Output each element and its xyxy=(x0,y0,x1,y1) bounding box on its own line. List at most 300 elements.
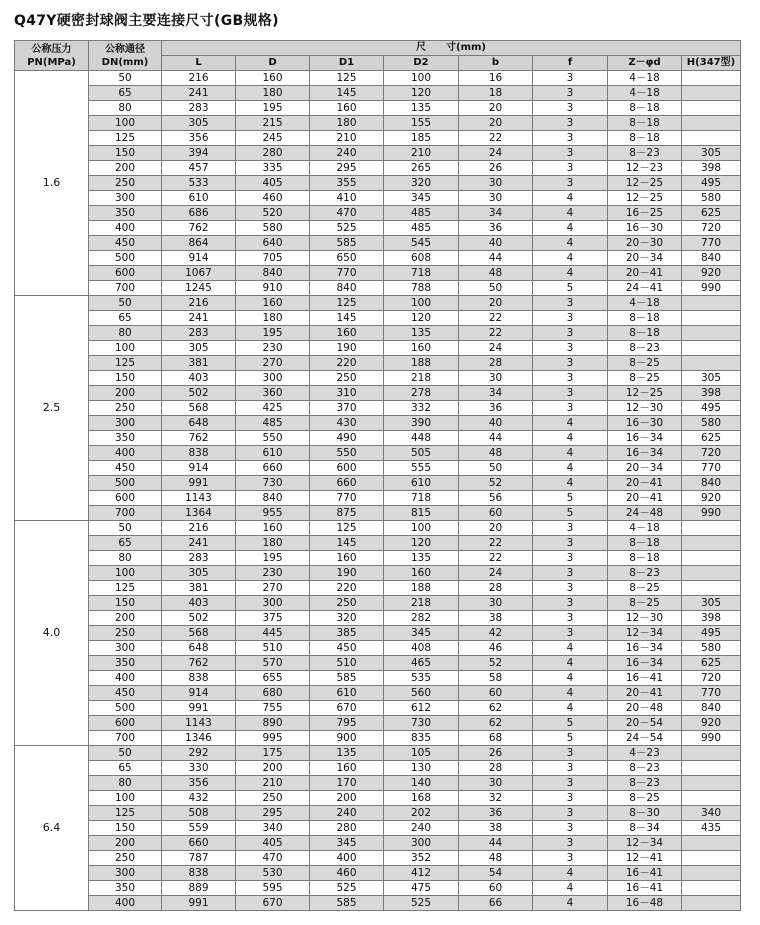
d-cell: 250 xyxy=(236,791,310,806)
b-cell: 16 xyxy=(459,71,533,86)
h-cell: 580 xyxy=(682,416,741,431)
table-row xyxy=(15,596,741,611)
d-cell: 405 xyxy=(236,176,310,191)
d1-cell: 600 xyxy=(310,461,384,476)
col-header-l: L xyxy=(162,56,236,71)
f-cell: 4 xyxy=(533,446,608,461)
table-row xyxy=(15,461,741,476)
bolt-cell: 16－34 xyxy=(608,656,682,671)
d1-cell: 450 xyxy=(310,641,384,656)
dn-cell: 50 xyxy=(89,71,162,86)
f-cell: 3 xyxy=(533,326,608,341)
l-cell: 838 xyxy=(162,671,236,686)
table-row xyxy=(15,476,741,491)
dn-cell: 125 xyxy=(89,581,162,596)
bolt-cell: 16－41 xyxy=(608,881,682,896)
h-cell xyxy=(682,746,741,761)
h-cell xyxy=(682,866,741,881)
table-row xyxy=(15,866,741,881)
dn-cell: 125 xyxy=(89,131,162,146)
bolt-cell: 8－23 xyxy=(608,761,682,776)
d-cell: 160 xyxy=(236,71,310,86)
h-cell: 625 xyxy=(682,656,741,671)
table-row xyxy=(15,611,741,626)
h-cell: 840 xyxy=(682,251,741,266)
l-cell: 889 xyxy=(162,881,236,896)
l-cell: 914 xyxy=(162,686,236,701)
b-cell: 24 xyxy=(459,146,533,161)
h-cell: 990 xyxy=(682,281,741,296)
l-cell: 1067 xyxy=(162,266,236,281)
d1-cell: 525 xyxy=(310,881,384,896)
dn-cell: 250 xyxy=(89,851,162,866)
d2-cell: 120 xyxy=(384,311,459,326)
l-cell: 283 xyxy=(162,326,236,341)
h-cell xyxy=(682,776,741,791)
bolt-cell: 24－48 xyxy=(608,506,682,521)
d-cell: 215 xyxy=(236,116,310,131)
bolt-cell: 12－25 xyxy=(608,386,682,401)
d1-cell: 240 xyxy=(310,146,384,161)
bolt-cell: 8－18 xyxy=(608,101,682,116)
d2-cell: 485 xyxy=(384,221,459,236)
table-row xyxy=(15,671,741,686)
d2-cell: 265 xyxy=(384,161,459,176)
l-cell: 305 xyxy=(162,116,236,131)
d2-cell: 188 xyxy=(384,356,459,371)
table-row xyxy=(15,581,741,596)
f-cell: 4 xyxy=(533,461,608,476)
d1-cell: 490 xyxy=(310,431,384,446)
f-cell: 4 xyxy=(533,671,608,686)
d2-cell: 608 xyxy=(384,251,459,266)
d2-cell: 120 xyxy=(384,536,459,551)
l-cell: 838 xyxy=(162,866,236,881)
d1-cell: 470 xyxy=(310,206,384,221)
b-cell: 20 xyxy=(459,116,533,131)
d-cell: 160 xyxy=(236,521,310,536)
f-cell: 3 xyxy=(533,791,608,806)
l-cell: 660 xyxy=(162,836,236,851)
table-row xyxy=(15,386,741,401)
d2-cell: 160 xyxy=(384,341,459,356)
d2-cell: 448 xyxy=(384,431,459,446)
f-cell: 3 xyxy=(533,161,608,176)
b-cell: 20 xyxy=(459,521,533,536)
h-cell xyxy=(682,551,741,566)
b-cell: 44 xyxy=(459,251,533,266)
d1-cell: 160 xyxy=(310,761,384,776)
dn-cell: 600 xyxy=(89,266,162,281)
d2-cell: 282 xyxy=(384,611,459,626)
f-cell: 4 xyxy=(533,191,608,206)
d1-cell: 670 xyxy=(310,701,384,716)
d2-cell: 278 xyxy=(384,386,459,401)
l-cell: 762 xyxy=(162,656,236,671)
b-cell: 48 xyxy=(459,266,533,281)
bolt-cell: 16－48 xyxy=(608,896,682,911)
bolt-cell: 20－54 xyxy=(608,716,682,731)
d1-cell: 320 xyxy=(310,611,384,626)
d1-cell: 135 xyxy=(310,746,384,761)
d1-cell: 160 xyxy=(310,326,384,341)
d1-cell: 220 xyxy=(310,356,384,371)
l-cell: 864 xyxy=(162,236,236,251)
d-cell: 195 xyxy=(236,101,310,116)
b-cell: 48 xyxy=(459,851,533,866)
l-cell: 356 xyxy=(162,131,236,146)
table-row xyxy=(15,731,741,746)
b-cell: 24 xyxy=(459,341,533,356)
bolt-cell: 4－18 xyxy=(608,86,682,101)
f-cell: 5 xyxy=(533,281,608,296)
d2-cell: 130 xyxy=(384,761,459,776)
dn-cell: 65 xyxy=(89,311,162,326)
h-cell: 398 xyxy=(682,161,741,176)
d1-cell: 610 xyxy=(310,686,384,701)
f-cell: 3 xyxy=(533,626,608,641)
d-cell: 175 xyxy=(236,746,310,761)
bolt-cell: 20－41 xyxy=(608,491,682,506)
d-cell: 550 xyxy=(236,431,310,446)
d1-cell: 295 xyxy=(310,161,384,176)
d2-cell: 730 xyxy=(384,716,459,731)
b-cell: 34 xyxy=(459,386,533,401)
b-cell: 68 xyxy=(459,731,533,746)
d1-cell: 170 xyxy=(310,776,384,791)
col-header-d2: D2 xyxy=(384,56,459,71)
d1-cell: 145 xyxy=(310,311,384,326)
table-row xyxy=(15,266,741,281)
l-cell: 838 xyxy=(162,446,236,461)
dn-cell: 600 xyxy=(89,716,162,731)
f-cell: 3 xyxy=(533,836,608,851)
d2-cell: 135 xyxy=(384,326,459,341)
h-cell xyxy=(682,296,741,311)
pn-header-line1: 公称压力 xyxy=(31,43,72,55)
table-row xyxy=(15,131,741,146)
h-cell: 840 xyxy=(682,476,741,491)
d-cell: 755 xyxy=(236,701,310,716)
d2-cell: 155 xyxy=(384,116,459,131)
bolt-cell: 20－41 xyxy=(608,266,682,281)
d1-cell: 875 xyxy=(310,506,384,521)
f-cell: 5 xyxy=(533,506,608,521)
l-cell: 533 xyxy=(162,176,236,191)
d1-cell: 125 xyxy=(310,296,384,311)
table-row xyxy=(15,311,741,326)
dn-cell: 80 xyxy=(89,776,162,791)
table-row xyxy=(15,221,741,236)
b-cell: 52 xyxy=(459,476,533,491)
f-cell: 3 xyxy=(533,296,608,311)
d2-cell: 555 xyxy=(384,461,459,476)
h-cell: 840 xyxy=(682,701,741,716)
dn-cell: 125 xyxy=(89,356,162,371)
l-cell: 283 xyxy=(162,101,236,116)
f-cell: 3 xyxy=(533,596,608,611)
l-cell: 216 xyxy=(162,71,236,86)
l-cell: 292 xyxy=(162,746,236,761)
d-cell: 180 xyxy=(236,86,310,101)
l-cell: 508 xyxy=(162,806,236,821)
table-row xyxy=(15,566,741,581)
d2-cell: 105 xyxy=(384,746,459,761)
f-cell: 3 xyxy=(533,536,608,551)
d1-cell: 370 xyxy=(310,401,384,416)
table-row xyxy=(15,776,741,791)
b-cell: 26 xyxy=(459,746,533,761)
d-cell: 230 xyxy=(236,566,310,581)
l-cell: 330 xyxy=(162,761,236,776)
d2-cell: 535 xyxy=(384,671,459,686)
bolt-cell: 8－23 xyxy=(608,146,682,161)
dn-cell: 300 xyxy=(89,866,162,881)
d-cell: 485 xyxy=(236,416,310,431)
dn-cell: 150 xyxy=(89,596,162,611)
d1-cell: 770 xyxy=(310,491,384,506)
dn-cell: 700 xyxy=(89,281,162,296)
l-cell: 502 xyxy=(162,611,236,626)
b-cell: 58 xyxy=(459,671,533,686)
l-cell: 381 xyxy=(162,356,236,371)
b-cell: 60 xyxy=(459,881,533,896)
bolt-cell: 8－30 xyxy=(608,806,682,821)
h-cell: 340 xyxy=(682,806,741,821)
bolt-cell: 12－25 xyxy=(608,176,682,191)
l-cell: 403 xyxy=(162,596,236,611)
d-cell: 200 xyxy=(236,761,310,776)
bolt-cell: 20－48 xyxy=(608,701,682,716)
h-cell xyxy=(682,326,741,341)
f-cell: 3 xyxy=(533,566,608,581)
d1-cell: 550 xyxy=(310,446,384,461)
bolt-cell: 16－34 xyxy=(608,641,682,656)
dn-cell: 350 xyxy=(89,656,162,671)
h-cell: 625 xyxy=(682,206,741,221)
table-row xyxy=(15,176,741,191)
dn-cell: 80 xyxy=(89,326,162,341)
h-cell xyxy=(682,341,741,356)
d-cell: 300 xyxy=(236,596,310,611)
table-row xyxy=(15,101,741,116)
table-row xyxy=(15,836,741,851)
d1-cell: 355 xyxy=(310,176,384,191)
d-cell: 340 xyxy=(236,821,310,836)
l-cell: 381 xyxy=(162,581,236,596)
pn-cell: 4.0 xyxy=(15,521,89,746)
h-cell: 580 xyxy=(682,641,741,656)
table-row xyxy=(15,446,741,461)
h-cell: 398 xyxy=(682,611,741,626)
d2-cell: 610 xyxy=(384,476,459,491)
dn-cell: 500 xyxy=(89,251,162,266)
f-cell: 4 xyxy=(533,866,608,881)
l-cell: 1346 xyxy=(162,731,236,746)
bolt-cell: 8－25 xyxy=(608,356,682,371)
d-cell: 160 xyxy=(236,296,310,311)
bolt-cell: 8－34 xyxy=(608,821,682,836)
table-row xyxy=(15,236,741,251)
h-cell: 920 xyxy=(682,716,741,731)
table-row xyxy=(15,281,741,296)
pn-cell: 6.4 xyxy=(15,746,89,911)
f-cell: 3 xyxy=(533,851,608,866)
dn-cell: 300 xyxy=(89,641,162,656)
l-cell: 216 xyxy=(162,296,236,311)
l-cell: 432 xyxy=(162,791,236,806)
dn-cell: 450 xyxy=(89,236,162,251)
table-row xyxy=(15,656,741,671)
d-cell: 670 xyxy=(236,896,310,911)
l-cell: 1143 xyxy=(162,491,236,506)
bolt-cell: 8－23 xyxy=(608,566,682,581)
dn-cell: 200 xyxy=(89,386,162,401)
dn-cell: 100 xyxy=(89,116,162,131)
table-row xyxy=(15,326,741,341)
d2-cell: 345 xyxy=(384,626,459,641)
bolt-cell: 24－41 xyxy=(608,281,682,296)
h-cell xyxy=(682,581,741,596)
bolt-cell: 8－25 xyxy=(608,791,682,806)
h-cell: 770 xyxy=(682,236,741,251)
d1-cell: 210 xyxy=(310,131,384,146)
h-cell xyxy=(682,881,741,896)
d-cell: 460 xyxy=(236,191,310,206)
dn-cell: 250 xyxy=(89,401,162,416)
d1-cell: 160 xyxy=(310,101,384,116)
d2-cell: 135 xyxy=(384,551,459,566)
d-cell: 300 xyxy=(236,371,310,386)
h-cell: 305 xyxy=(682,371,741,386)
bolt-cell: 12－23 xyxy=(608,161,682,176)
l-cell: 914 xyxy=(162,461,236,476)
bolt-cell: 8－18 xyxy=(608,311,682,326)
bolt-cell: 12－30 xyxy=(608,611,682,626)
bolt-cell: 8－23 xyxy=(608,776,682,791)
d1-cell: 125 xyxy=(310,521,384,536)
b-cell: 52 xyxy=(459,656,533,671)
bolt-cell: 16－25 xyxy=(608,206,682,221)
d-cell: 595 xyxy=(236,881,310,896)
d2-cell: 218 xyxy=(384,371,459,386)
d1-cell: 160 xyxy=(310,551,384,566)
d2-cell: 465 xyxy=(384,656,459,671)
d-cell: 510 xyxy=(236,641,310,656)
d-cell: 530 xyxy=(236,866,310,881)
l-cell: 1143 xyxy=(162,716,236,731)
d1-cell: 660 xyxy=(310,476,384,491)
dn-cell: 200 xyxy=(89,836,162,851)
f-cell: 3 xyxy=(533,176,608,191)
l-cell: 787 xyxy=(162,851,236,866)
dn-cell: 80 xyxy=(89,551,162,566)
table-row xyxy=(15,191,741,206)
h-cell xyxy=(682,356,741,371)
d1-cell: 145 xyxy=(310,86,384,101)
b-cell: 22 xyxy=(459,311,533,326)
b-cell: 44 xyxy=(459,431,533,446)
bolt-cell: 4－18 xyxy=(608,521,682,536)
f-cell: 3 xyxy=(533,371,608,386)
dn-header-line2: DN(mm) xyxy=(101,56,149,68)
f-cell: 3 xyxy=(533,806,608,821)
d2-cell: 815 xyxy=(384,506,459,521)
l-cell: 1245 xyxy=(162,281,236,296)
d2-cell: 135 xyxy=(384,101,459,116)
l-cell: 241 xyxy=(162,536,236,551)
f-cell: 4 xyxy=(533,416,608,431)
l-cell: 1364 xyxy=(162,506,236,521)
table-row xyxy=(15,371,741,386)
bolt-cell: 16－30 xyxy=(608,221,682,236)
b-cell: 30 xyxy=(459,776,533,791)
bolt-cell: 20－34 xyxy=(608,461,682,476)
bolt-cell: 8－18 xyxy=(608,536,682,551)
b-cell: 36 xyxy=(459,401,533,416)
bolt-cell: 12－30 xyxy=(608,401,682,416)
h-cell xyxy=(682,566,741,581)
table-row xyxy=(15,791,741,806)
l-cell: 403 xyxy=(162,371,236,386)
bolt-cell: 8－18 xyxy=(608,326,682,341)
h-cell: 495 xyxy=(682,401,741,416)
h-cell xyxy=(682,791,741,806)
b-cell: 36 xyxy=(459,221,533,236)
d1-cell: 145 xyxy=(310,536,384,551)
d1-cell: 430 xyxy=(310,416,384,431)
b-cell: 20 xyxy=(459,101,533,116)
f-cell: 3 xyxy=(533,821,608,836)
d-cell: 520 xyxy=(236,206,310,221)
d1-cell: 400 xyxy=(310,851,384,866)
b-cell: 40 xyxy=(459,236,533,251)
d-cell: 180 xyxy=(236,536,310,551)
col-header-f: f xyxy=(533,56,608,71)
l-cell: 241 xyxy=(162,86,236,101)
table-row xyxy=(15,521,741,536)
d2-cell: 100 xyxy=(384,296,459,311)
d-cell: 335 xyxy=(236,161,310,176)
f-cell: 3 xyxy=(533,581,608,596)
d-cell: 180 xyxy=(236,311,310,326)
h-cell: 770 xyxy=(682,686,741,701)
d2-cell: 788 xyxy=(384,281,459,296)
d1-cell: 525 xyxy=(310,221,384,236)
f-cell: 4 xyxy=(533,221,608,236)
d1-cell: 250 xyxy=(310,371,384,386)
d2-cell: 505 xyxy=(384,446,459,461)
pn-cell: 1.6 xyxy=(15,71,89,296)
d2-cell: 210 xyxy=(384,146,459,161)
f-cell: 4 xyxy=(533,686,608,701)
h-cell xyxy=(682,896,741,911)
table-row xyxy=(15,536,741,551)
b-cell: 22 xyxy=(459,551,533,566)
d1-cell: 200 xyxy=(310,791,384,806)
l-cell: 568 xyxy=(162,626,236,641)
l-cell: 610 xyxy=(162,191,236,206)
d2-cell: 332 xyxy=(384,401,459,416)
h-cell: 920 xyxy=(682,491,741,506)
f-cell: 4 xyxy=(533,881,608,896)
b-cell: 60 xyxy=(459,686,533,701)
b-cell: 22 xyxy=(459,326,533,341)
h-cell: 720 xyxy=(682,446,741,461)
bolt-cell: 12－41 xyxy=(608,851,682,866)
dn-cell: 65 xyxy=(89,761,162,776)
dn-cell: 65 xyxy=(89,536,162,551)
